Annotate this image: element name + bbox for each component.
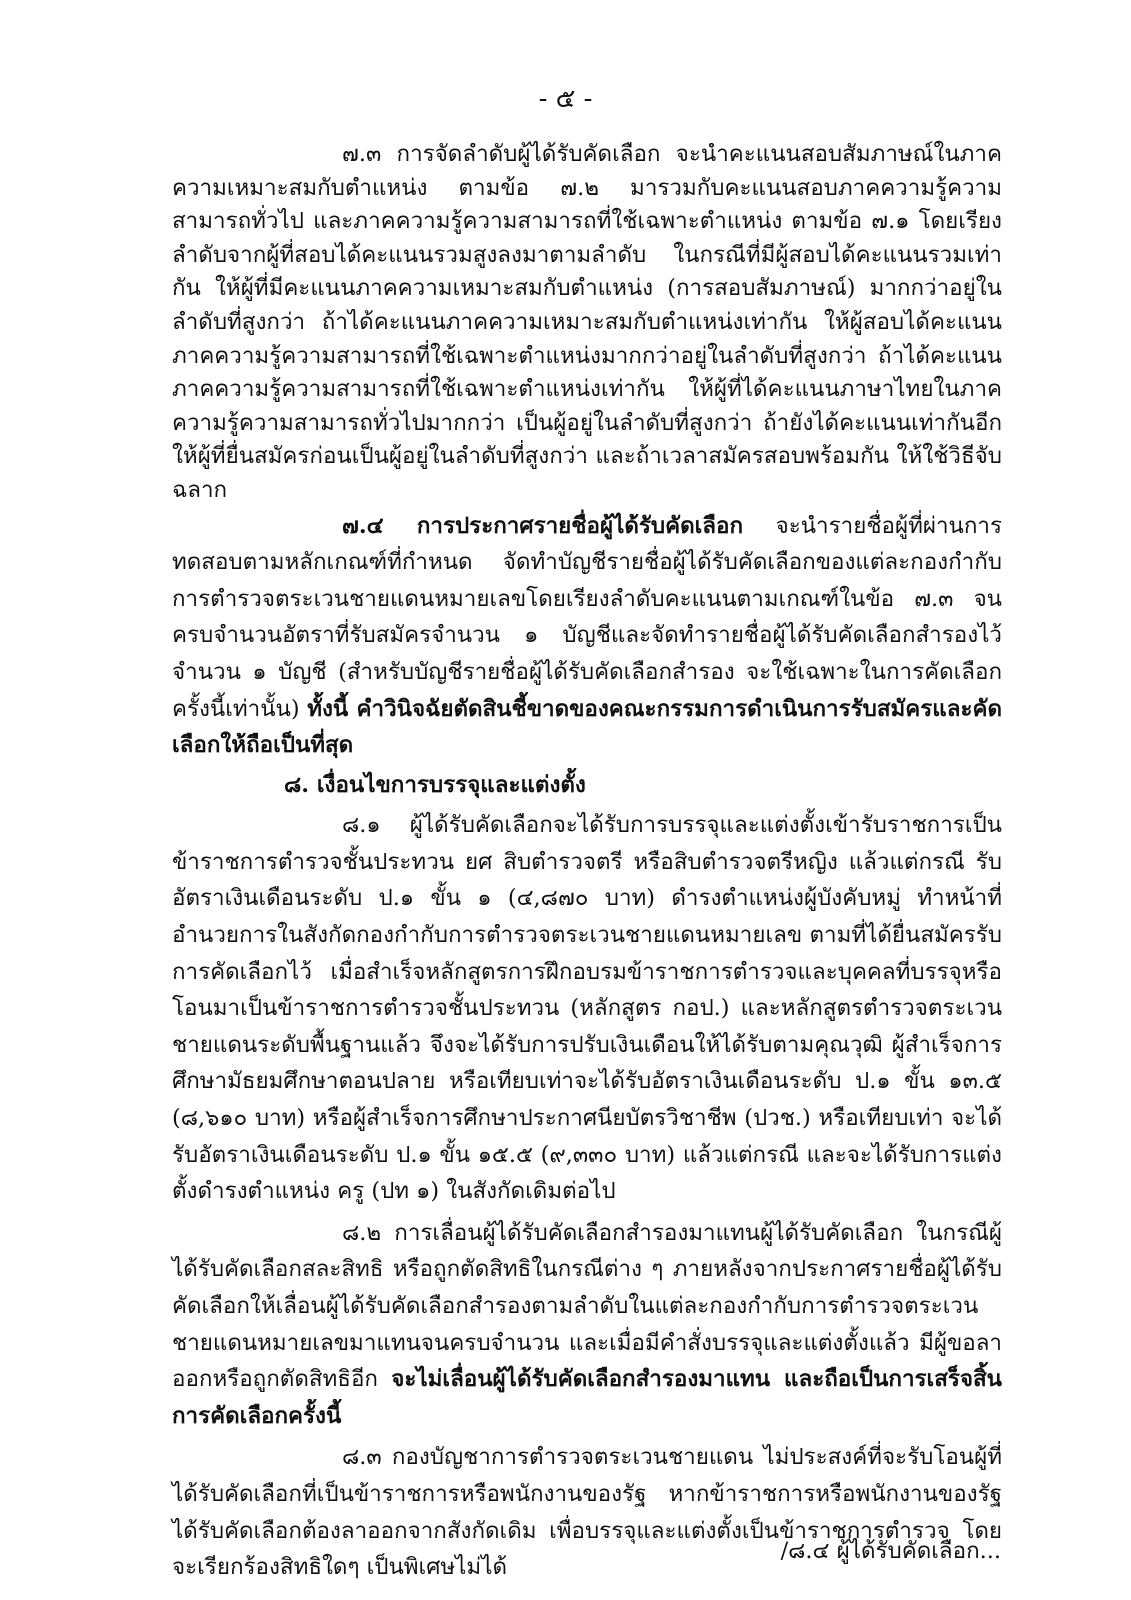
- paragraph-7-3-heading: ๗.๓ การจัดลำดับผู้ได้รับคัดเลือก: [342, 141, 661, 167]
- document-body: [172, 138, 1002, 1586]
- continuation-marker: /๘.๔ ผู้ได้รับคัดเลือก...: [780, 1538, 1001, 1564]
- paragraph-8-3: ๘.๓ กองบัญชาการตำรวจตระเวนชายแดน ไม่ประสงค์ที่จะรับโอนผู้ที่ได้รับคัดเลือกที่เป็นข้าราชการหรือพนักงานของรัฐ หากข้าราชการหรือพนักงานของรัฐได้รับคัดเลือกต้องลาออกจากสังกัดเดิม เพื่อบรรจุและแต่งตั้งเป็นข้าราชการตำรวจ โดยจะเรียกร้องสิทธิใดๆ เป็นพิเศษไม่ได้: [172, 1444, 1002, 1581]
- paragraph-7-4-heading: ๗.๔ การประกาศรายชื่อผู้ได้รับคัดเลือก: [342, 512, 744, 539]
- paragraph-7-4: [172, 508, 1002, 764]
- page-number: - ๕ -: [538, 84, 593, 114]
- paragraph-8-1: ๘.๑ ผู้ได้รับคัดเลือกจะได้รับการบรรจุและแต่งตั้งเข้ารับราชการเป็นข้าราชการตำรวจชั้นประทวน ยศ สิบตำรวจตรี หรือสิบตำรวจตรีหญิง แล้วแต่กรณี รับอัตราเงินเดือนระดับ ป.๑ ขั้น ๑ (๔,๘๗๐ บาท) ดำรงตำแหน่งผู้บังคับหมู่ ทำหน้าที่อำนวยการในสังกัดกองกำกับการตำรวจตระเวนชายแดนหมายเลข ตามที่ได้ยื่นสมัครรับการคัดเลือกไว้ เมื่อสำเร็จหลักสูตรการฝึกอบรมข้าราชการตำรวจและบุคคลที่บรรจุหรือโอนมาเป็นข้าราชการตำรวจชั้นประทวน (หลักสูตร กอป.) และหลักสูตรตำรวจตระเวนชายแดนระดับพื้นฐานแล้ว จึงจะได้รับการปรับเงินเดือนให้ได้รับตามคุณวุฒิ ผู้สำเร็จการศึกษามัธยมศึกษาตอนปลาย หรือเทียบเท่าจะได้รับอัตราเงินเดือนระดับ ป.๑ ขั้น ๑๓.๕ (๘,๖๑๐ บาท) หรือผู้สำเร็จการศึกษาประกาศนียบัตรวิชาชีพ (ปวช.) หรือเทียบเท่า จะได้รับอัตราเงินเดือนระดับ ป.๑ ขั้น ๑๕.๕ (๙,๓๓๐ บาท) แล้วแต่กรณี และจะได้รับการแต่งตั้งดำรงตำแหน่ง ครู (ปท ๑) ในสังกัดเดิมต่อไป: [172, 812, 1002, 1205]
- paragraph-7-3: [172, 138, 1002, 508]
- paragraph-8-2-emphasis: จะไม่เลื่อนผู้ได้รับคัดเลือกสำรองมาแทน และถือเป็นการเสร็จสิ้นการคัดเลือกครั้งนี้: [172, 1366, 1002, 1429]
- section-8-heading: ๘. เงื่อนไขการบรรจุและแต่งตั้ง: [284, 771, 586, 798]
- paragraph-8-2-text: ๘.๒ การเลื่อนผู้ได้รับคัดเลือกสำรองมาแทนผู้ได้รับคัดเลือก ในกรณีผู้ได้รับคัดเลือกสละสิทธิ หรือถูกตัดสิทธิในกรณีต่าง ๆ ภายหลังจากประกาศรายชื่อผู้ได้รับคัดเลือกให้เลื่อนผู้ได้รับคัดเลือกสำรองตามลำดับในแต่ละกองกำกับการตำรวจตระเวนชายแดนหมายเลขมาแทนจนครบจำนวน และเมื่อมีคำสั่งบรรจุและแต่งตั้งแล้ว มีผู้ขอลาออกหรือถูกตัดสิทธิอีก: [172, 1219, 1002, 1393]
- paragraph-7-3-text: จะนำคะแนนสอบสัมภาษณ์ในภาคความเหมาะสมกับตำแหน่ง ตามข้อ ๗.๒ มารวมกับคะแนนสอบภาคความรู้ความสามารถทั่วไป และภาคความรู้ความสามารถที่ใช้เฉพาะตำแหน่ง ตามข้อ ๗.๑ โดยเรียงลำดับจากผู้ที่สอบได้คะแนนรวมสูงลงมาตามลำดับ ในกรณีที่มีผู้สอบได้คะแนนรวมเท่ากัน ให้ผู้ที่มีคะแนนภาคความเหมาะสมกับตำแหน่ง (การสอบสัมภาษณ์) มากกว่าอยู่ในลำดับที่สูงกว่า ถ้าได้คะแนนภาคความเหมาะสมกับตำแหน่งเท่ากัน ให้ผู้สอบได้คะแนนภาคความรู้ความสามารถที่ใช้เฉพาะตำแหน่งมากกว่าอยู่ในลำดับที่สูงกว่า ถ้าได้คะแนนภาคความรู้ความสามารถที่ใช้เฉพาะตำแหน่งเท่ากัน ให้ผู้ที่ได้คะแนนภาษาไทยในภาคความรู้ความสามารถทั่วไปมากกว่า เป็นผู้อยู่ในลำดับที่สูงกว่า ถ้ายังได้คะแนนเท่ากันอีก ให้ผู้ที่ยื่นสมัครก่อนเป็นผู้อยู่ในลำดับที่สูงกว่า และถ้าเวลาสมัครสอบพร้อมกัน ให้ใช้วิธีจับฉลาก: [172, 141, 1002, 503]
- paragraph-8-2: [172, 1215, 1002, 1435]
- paragraph-7-4-text: จะนำรายชื่อผู้ที่ผ่านการทดสอบตามหลักเกณฑ์ที่กำหนด จัดทำบัญชีรายชื่อผู้ได้รับคัดเลือกของแต่ละกองกำกับการตำรวจตระเวนชายแดนหมายเลขโดยเรียงลำดับคะแนนตามเกณฑ์ในข้อ ๗.๓ จนครบจำนวนอัตราที่รับสมัครจำนวน ๑ บัญชีและจัดทำรายชื่อผู้ได้รับคัดเลือกสำรองไว้ จำนวน ๑ บัญชี (สำหรับบัญชีรายชื่อผู้ได้รับคัดเลือกสำรอง จะใช้เฉพาะในการคัดเลือกครั้งนี้เท่านั้น): [172, 512, 1003, 722]
- paragraph-7-4-emphasis: ทั้งนี้ คำวินิจฉัยตัดสินชี้ขาดของคณะกรรมการดำเนินการรับสมัครและคัดเลือกให้ถือเป็นที่สุด: [172, 695, 1002, 759]
